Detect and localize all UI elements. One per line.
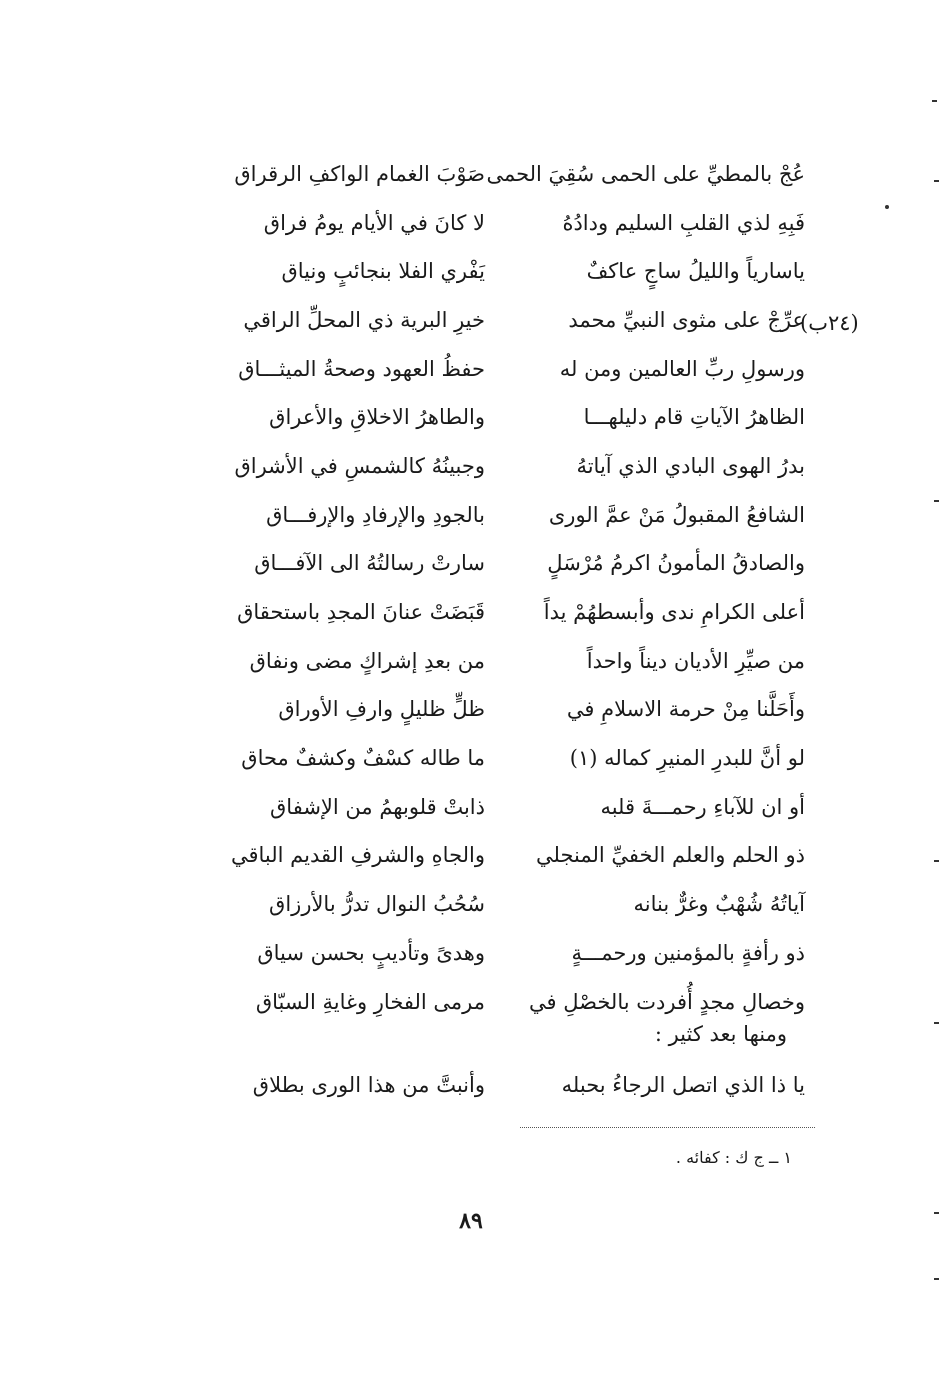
verse-row <box>185 929 805 978</box>
first-hemistich: عرِّجْ على مثوى النبيِّ محمد <box>568 307 805 332</box>
second-hemistich: من بعدِ إشراكٍ مضى ونفاق <box>249 648 485 673</box>
verse-row <box>185 442 805 491</box>
verse-row <box>185 686 805 735</box>
scan-mark <box>934 500 939 502</box>
scan-mark <box>934 860 939 862</box>
verse-row <box>185 832 805 881</box>
first-hemistich: آياتُهُ شُهْبٌ وغرٌّ بنانه <box>633 892 805 917</box>
second-hemistich: سُحُبُ النوال تدرُّ بالأرزاق <box>269 892 485 917</box>
verse-row <box>185 880 805 929</box>
page-number: ٨٩ <box>459 1208 483 1234</box>
first-hemistich: الظاهرُ الآياتِ قام دليلهـــا <box>583 405 805 430</box>
second-hemistich: ما طاله كسْفٌ وكشفٌ محاق <box>241 746 485 771</box>
poem-verses <box>185 150 805 1026</box>
verse-row <box>185 296 805 345</box>
first-hemistich: لو أنَّ للبدرِ المنيرِ كماله (١) <box>569 746 805 771</box>
first-hemistich: الشافعُ المقبولُ مَنْ عمَّ الورى <box>548 502 805 527</box>
scan-mark <box>932 100 937 102</box>
final-verse <box>185 1075 805 1096</box>
first-hemistich: عُجْ بالمطيِّ على الحمى سُقِيَ الحمى <box>486 161 805 186</box>
first-hemistich: ورسولِ ربِّ العالمين ومن له <box>559 356 805 381</box>
first-hemistich: ذو الحلم والعلم الخفيِّ المنجلي <box>536 843 805 868</box>
scan-mark <box>934 1212 939 1214</box>
first-hemistich: أو ان للآباءِ رحمـــةَ قلبه <box>600 794 805 819</box>
scan-mark <box>934 1278 939 1280</box>
verse-row <box>185 150 805 199</box>
second-hemistich: ظلٍّ ظليلٍ وارفِ الأوراق <box>278 697 485 722</box>
verse-row <box>185 588 805 637</box>
second-hemistich: وأنبتَّ من هذا الورى بطلاق <box>252 1073 485 1097</box>
second-hemistich: وجبينُهُ كالشمسِ في الأشراق <box>234 453 485 478</box>
verse-row <box>185 393 805 442</box>
first-hemistich: ذو رأفةٍ بالمؤمنين ورحمـــةٍ <box>571 940 805 965</box>
first-hemistich: وخصالِ مجدٍ أُفردت بالخصْلِ في <box>529 989 805 1014</box>
scan-mark <box>934 1022 939 1024</box>
second-hemistich: صَوْبَ الغمام الواكفِ الرقراق <box>234 161 485 186</box>
verse-row <box>185 637 805 686</box>
verse-row <box>185 247 805 296</box>
section-subheading: ومنها بعد كثير : <box>654 1022 787 1046</box>
first-hemistich: أعلى الكرامِ ندى وأبسطهُمْ يداً <box>543 600 805 625</box>
second-hemistich: والطاهرُ الاخلاقِ والأعراق <box>269 405 485 430</box>
second-hemistich: مرمى الفخارِ وغايةِ السبّاق <box>255 989 485 1014</box>
verse-row <box>185 540 805 589</box>
second-hemistich: لا كانَ في الأيام يومُ فراق <box>263 210 485 235</box>
footnote: ١ ــ ج ك : كفائه . <box>675 1148 792 1167</box>
verse-row <box>185 345 805 394</box>
second-hemistich: والجاهِ والشرفِ القديم الباقي <box>230 843 485 868</box>
footnote-separator <box>520 1127 815 1128</box>
second-hemistich: يَفْري الفلا بنجائبٍ ونياق <box>281 259 485 284</box>
second-hemistich: سارتْ رسالتُهُ الى الآفـــاق <box>254 551 485 576</box>
first-hemistich: يا ذا الذي اتصل الرجاءُ بحبله <box>561 1073 805 1097</box>
first-hemistich: فَبِهِ لذي القلبِ السليم ودادُهُ <box>562 210 805 235</box>
second-hemistich: ذابتْ قلوبهمُ من الإشفاق <box>270 794 485 819</box>
first-hemistich: والصادقُ المأمونُ اكرمُ مُرْسَلٍ <box>547 551 805 576</box>
scan-dot <box>885 205 889 209</box>
folio-marginal-note: (٢٤ب) <box>800 311 859 335</box>
second-hemistich: بالجودِ والإرفادِ والإرفـــاق <box>266 502 485 527</box>
verse-row <box>185 783 805 832</box>
verse-row <box>185 199 805 248</box>
first-hemistich: ياسارياً والليلُ ساجٍ عاكفٌ <box>586 259 805 284</box>
second-hemistich: حفظُ العهود وصحةُ الميثـــاق <box>238 356 485 381</box>
verse-row <box>185 734 805 783</box>
first-hemistich: بدرُ الهوى البادي الذي آياتهُ <box>576 453 805 478</box>
scan-mark <box>934 180 939 182</box>
first-hemistich: وأَحَلَّنا مِنْ حرمة الاسلامِ في <box>566 697 805 722</box>
second-hemistich: خيرِ البرية ذي المحلِّ الراقي <box>243 307 485 332</box>
second-hemistich: وهدىً وتأديبٍ بحسن سياق <box>257 940 485 965</box>
second-hemistich: قَبَضَتْ عنانَ المجدِ باستحقاق <box>237 600 485 625</box>
verse-row <box>185 978 805 1027</box>
verse-row <box>185 491 805 540</box>
first-hemistich: من صيِّرِ الأديان ديناً واحداً <box>586 648 805 673</box>
